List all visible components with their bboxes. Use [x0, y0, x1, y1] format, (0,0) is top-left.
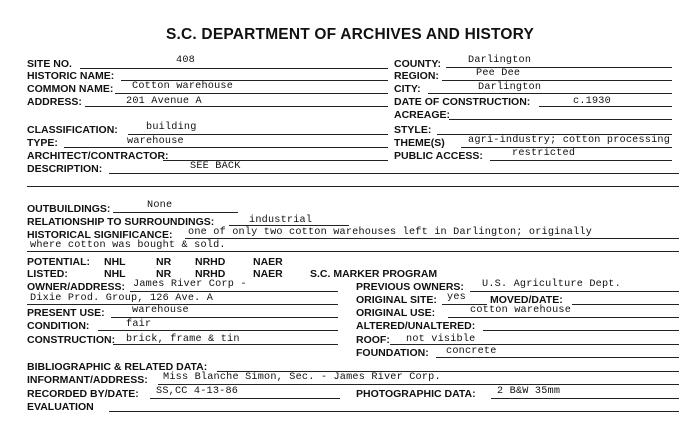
condition-label: CONDITION: [27, 320, 90, 332]
original-use-line [448, 317, 679, 318]
construction-line [113, 344, 338, 345]
listed-label: LISTED: [27, 268, 68, 280]
previous-owners-line [470, 291, 679, 292]
listed-naer: NAER [253, 268, 283, 280]
acreage-line [449, 119, 672, 120]
description-value: SEE BACK [190, 161, 241, 172]
city-label: CITY: [394, 83, 421, 95]
foundation-value: concrete [446, 346, 497, 357]
recorded-by-label: RECORDED BY/DATE: [27, 388, 139, 400]
informant-line [158, 384, 679, 385]
acreage-label: ACREAGE: [394, 109, 451, 121]
construction-value: brick, frame & tin [126, 334, 240, 345]
classification-line [128, 134, 388, 135]
listed-nhl: NHL [104, 268, 126, 280]
public-access-label: PUBLIC ACCESS: [394, 150, 483, 162]
owner-address-label: OWNER/ADDRESS: [27, 281, 126, 293]
listed-nrhd: NRHD [195, 268, 226, 280]
bibliographic-label: BIBLIOGRAPHIC & RELATED DATA: [27, 361, 208, 373]
relationship-label: RELATIONSHIP TO SURROUNDINGS: [27, 216, 215, 228]
historic-name-label: HISTORIC NAME: [27, 70, 115, 82]
relationship-value: industrial [249, 215, 313, 226]
construction-label: CONSTRUCTION: [27, 334, 116, 346]
previous-owners-label: PREVIOUS OWNERS: [356, 281, 464, 293]
owner-address-line-1 [130, 291, 338, 292]
foundation-label: FOUNDATION: [356, 347, 429, 359]
region-line [442, 80, 672, 81]
photographic-data-value: 2 B&W 35mm [497, 386, 561, 397]
foundation-line [436, 357, 679, 358]
common-name-value: Cotton warehouse [132, 81, 234, 92]
evaluation-line [109, 411, 679, 412]
outbuildings-label: OUTBUILDINGS: [27, 203, 111, 215]
condition-value: fair [126, 319, 152, 330]
altered-label: ALTERED/UNALTERED: [356, 320, 476, 332]
classification-value: building [146, 122, 197, 133]
evaluation-label: EVALUATION [27, 401, 94, 413]
potential-nrhd: NRHD [195, 256, 226, 268]
original-site-value: yes [447, 292, 466, 303]
common-name-label: COMMON NAME: [27, 83, 114, 95]
informant-label: INFORMANT/ADDRESS: [27, 374, 148, 386]
historical-significance-label: HISTORICAL SIGNIFICANCE: [27, 229, 173, 241]
classification-label: CLASSIFICATION: [27, 124, 118, 136]
moved-date-label: MOVED/DATE: [490, 294, 563, 306]
outbuildings-value: None [147, 200, 173, 211]
previous-owners-value: U.S. Agriculture Dept. [482, 279, 621, 290]
type-line [64, 147, 388, 148]
potential-label: POTENTIAL: [27, 256, 90, 268]
condition-line [98, 330, 338, 331]
roof-label: ROOF: [356, 334, 390, 346]
public-access-value: restricted [512, 148, 576, 159]
county-value: Darlington [468, 55, 532, 66]
photographic-data-label: PHOTOGRAPHIC DATA: [356, 388, 476, 400]
form-title: S.C. DEPARTMENT OF ARCHIVES AND HISTORY [165, 26, 535, 43]
original-use-value: cotton warehouse [470, 305, 572, 316]
date-of-construction-line [539, 106, 672, 107]
altered-line [483, 330, 679, 331]
date-of-construction-value: c.1930 [573, 96, 611, 107]
themes-value: agri-industry; cotton processing [468, 135, 671, 146]
historical-significance-value-2: where cotton was bought & sold. [30, 240, 226, 251]
region-label: REGION: [394, 70, 439, 82]
date-of-construction-label: DATE OF CONSTRUCTION: [394, 96, 531, 108]
marker-program-label: S.C. MARKER PROGRAM [310, 268, 438, 280]
informant-value: Miss Blanche Simon, Sec. - James River Corp. [163, 372, 441, 383]
site-no-line [80, 68, 388, 69]
potential-nr: NR [156, 256, 172, 268]
description-label: DESCRIPTION: [27, 163, 103, 175]
present-use-value: warehouse [132, 305, 189, 316]
description-line-1 [109, 173, 679, 174]
present-use-line [111, 317, 338, 318]
type-value: warehouse [127, 136, 184, 147]
site-no-value: 408 [176, 55, 195, 66]
recorded-by-line [150, 398, 340, 399]
historical-significance-value-1: one of only two cotton warehouses left in Darlington; originally [188, 227, 593, 238]
outbuildings-line [113, 212, 238, 213]
roof-line [390, 344, 679, 345]
relationship-line [229, 225, 349, 226]
potential-nhl: NHL [104, 256, 126, 268]
owner-address-value-1: James River Corp - [133, 279, 247, 290]
description-line-2 [27, 186, 679, 187]
themes-label: THEME(S) [394, 137, 445, 149]
historical-significance-line-1 [185, 238, 679, 239]
moved-date-line [572, 304, 679, 305]
common-name-line [115, 93, 388, 94]
site-no-label: SITE NO. [27, 58, 72, 70]
original-site-label: ORIGINAL SITE: [356, 294, 437, 306]
present-use-label: PRESENT USE: [27, 307, 105, 319]
city-line [428, 93, 672, 94]
address-label: ADDRESS: [27, 96, 82, 108]
public-access-line [490, 160, 672, 161]
architect-label: ARCHITECT/CONTRACTOR: [27, 150, 169, 162]
region-value: Pee Dee [476, 68, 521, 79]
address-line [85, 106, 388, 107]
city-value: Darlington [478, 82, 542, 93]
potential-naer: NAER [253, 256, 283, 268]
recorded-by-value: SS,CC 4-13-86 [156, 386, 239, 397]
roof-value: not visible [406, 334, 476, 345]
address-value: 201 Avenue A [126, 96, 202, 107]
county-label: COUNTY: [394, 58, 442, 70]
style-label: STYLE: [394, 124, 432, 136]
photographic-data-line [491, 398, 679, 399]
original-use-label: ORIGINAL USE: [356, 307, 436, 319]
owner-address-value-2: Dixie Prod. Group, 126 Ave. A [30, 293, 214, 304]
type-label: TYPE: [27, 137, 58, 149]
listed-nr: NR [156, 268, 172, 280]
historical-significance-line-2 [27, 251, 679, 252]
